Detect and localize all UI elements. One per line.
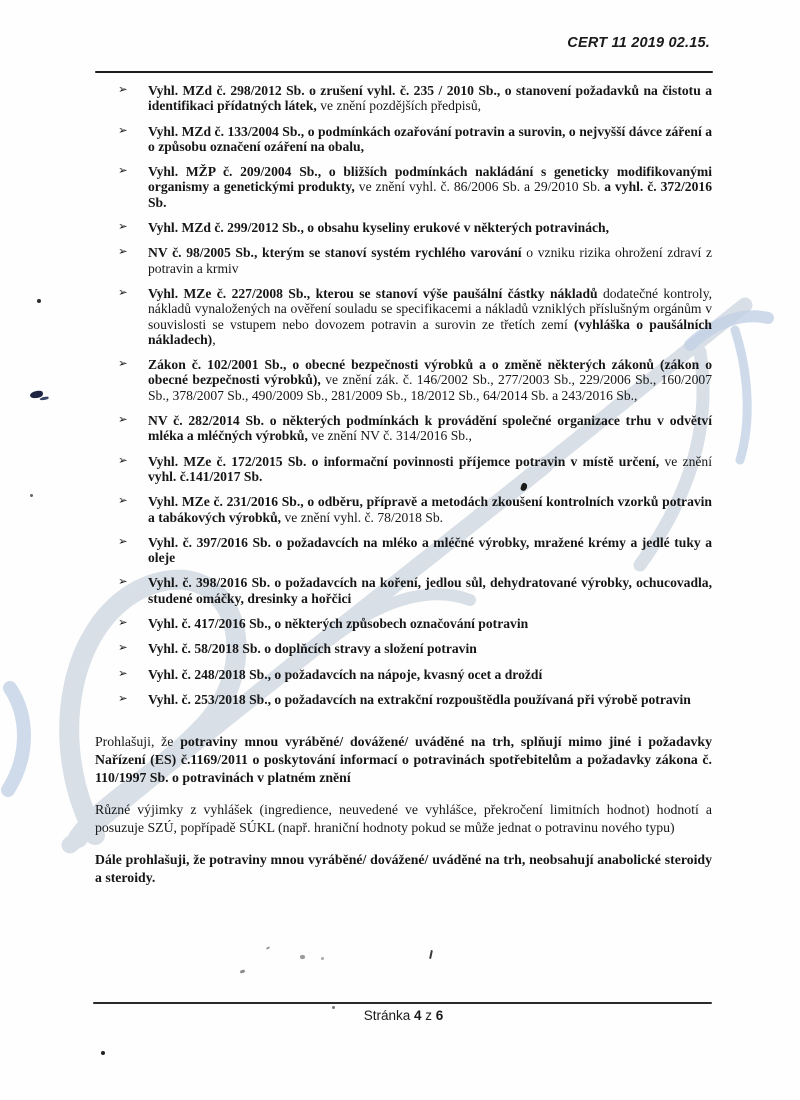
text-segment: Vyhl. č. 417/2016 Sb., o některých způsobech označování potravin [148,616,529,632]
regulation-text [148,164,712,210]
text-segment: , [212,331,216,347]
regulation-list-item [95,616,712,631]
arrowhead-bullet-icon: ➢ [118,165,128,178]
arrowhead-bullet-icon: ➢ [118,358,128,371]
regulation-list-item [95,164,712,210]
regulation-list-item [95,286,712,347]
regulation-list-item [95,641,712,656]
text-segment: ve znění vyhl. č. 78/2018 Sb. [284,509,444,525]
text-segment: 6 [435,1008,444,1023]
arrowhead-bullet-icon: ➢ [118,667,128,680]
regulation-text [148,357,712,403]
text-segment: Vyhl. č. 248/2018 Sb., o požadavcích na nápoje, kvasný ocet a droždí [148,666,543,682]
declaration-paragraph-2 [95,851,712,887]
regulation-list-item [95,413,712,444]
arrowhead-bullet-icon: ➢ [118,692,128,705]
text-segment: Vyhl. č. 397/2016 Sb. o požadavcích na mléko a mléčné výrobky, mražené krémy a jedlé tuky a oleje [148,534,712,566]
regulation-list-item [95,245,712,276]
regulation-text [148,454,712,485]
regulation-text [148,641,712,656]
text-segment: ve znění vyhl. č. 86/2006 Sb. a 29/2010 Sb. [358,179,605,195]
scan-speck [101,1051,105,1055]
arrowhead-bullet-icon: ➢ [118,454,128,467]
regulation-text [148,575,712,606]
regulation-list-item [95,83,712,114]
regulation-list-item [95,124,712,155]
regulation-list-item [95,692,712,707]
text-segment: Vyhl. MZe č. 172/2015 Sb. o informační povinnosti příjemce potravin v místě určení, [148,453,665,469]
arrowhead-bullet-icon: ➢ [118,617,128,630]
document-body [95,83,712,901]
regulation-text [148,245,712,276]
arrowhead-bullet-icon: ➢ [118,286,128,299]
regulation-list-item [95,667,712,682]
text-segment: Vyhl. MZd č. 298/2012 Sb. o zrušení vyhl. č. 235 / 2010 Sb., o stanovení požadavků na čistotu a identifikaci přídatných látek, [148,83,712,114]
regulation-list [95,83,712,707]
text-segment: Vyhl. č. 58/2018 Sb. o doplňcích stravy a složení potravin [148,641,477,657]
regulation-text [148,220,712,235]
text-segment: ve znění zák. č. 146/2002 Sb., 277/2003 Sb., 229/2006 Sb., 160/2007 Sb., 378/2007 Sb., 490/2009 Sb., 281/2009 Sb., 18/2012 Sb., 64/2014 Sb. a 243/2016 Sb., [148,372,712,403]
regulation-list-item [95,454,712,485]
text-segment: Vyhl. MZe č. 231/2016 Sb., o odběru, přípravě a metodách zkoušení kontrolních vzorků potravin a tabákových výrobků, [148,494,712,525]
text-segment: (vyhláška o paušálních nákladech) [148,316,712,347]
header-divider-line [95,71,713,73]
text-segment: NV č. 98/2005 Sb., kterým se stanoví systém rychlého varování [148,245,527,261]
text-segment: ve znění [664,453,712,469]
text-segment: Vyhl. č. 398/2016 Sb. o požadavcích na koření, jedlou sůl, dehydratované výrobky, ochucovadla, studené omáčky, dresinky a hořčici [148,575,712,606]
regulation-text [148,413,712,444]
text-segment: Vyhl. MZd č. 299/2012 Sb., o obsahu kyseliny erukové v některých potravinách, [148,220,609,236]
regulation-text [148,494,712,525]
regulation-text [148,535,712,566]
text-segment: potraviny mnou vyráběné/ dovážené/ uváděné na trh, splňují mimo jiné i požadavky Nařízení (ES) č.1169/2011 o poskytování informací o potravinách spotřebitelům a požadavky zákona č. 110/1997 Sb. o potravinách v platném znění [95,734,712,786]
arrowhead-bullet-icon: ➢ [118,576,128,589]
regulation-list-item [95,575,712,606]
arrowhead-bullet-icon: ➢ [118,642,128,655]
text-segment: o vzniku rizika ohrožení zdraví z potravin a krmiv [148,245,712,276]
regulation-text [148,692,712,707]
text-segment: NV č. 282/2014 Sb. o některých podmínkách k provádění společné organizace trhu v odvětví mléka a mléčných výrobků, [148,413,712,444]
text-segment: ve znění pozdějších předpisů, [320,98,482,114]
text-segment: Vyhl. č. 253/2018 Sb., o požadavcích na extrakční rozpouštědla používaná při výrobě potravin [148,691,691,707]
declaration-paragraph-1 [95,733,712,787]
exceptions-paragraph [95,801,712,837]
scan-speck [30,494,33,497]
arrowhead-bullet-icon: ➢ [118,495,128,508]
scan-speck [332,1006,335,1009]
scan-speck [321,957,324,960]
text-segment: ve znění NV č. 314/2016 Sb., [311,428,472,444]
text-segment: Vyhl. MŽP č. 209/2004 Sb., o bližších podmínkách nakládání s geneticky modifikovanými organismy a genetickými produkty, [148,164,712,195]
regulation-list-item [95,494,712,525]
page-number [95,1008,712,1023]
scan-speck [37,299,41,303]
arrowhead-bullet-icon: ➢ [118,414,128,427]
text-segment: Různé výjimky z vyhlášek (ingredience, neuvedené ve vyhlášce, překročení limitních hodnot) hodnotí a posuzuje SZÚ, popřípadě SÚKL (např. hraniční hodnoty pokud se může jednat o potravinu nového typu) [95,802,712,836]
regulation-text [148,667,712,682]
document-reference-code: CERT 11 2019 02.15. [567,35,710,51]
text-segment: Zákon č. 102/2001 Sb., o obecné bezpečnosti výrobků a o změně některých zákonů (zákon o obecné bezpečnosti výrobků), [148,357,712,388]
arrowhead-bullet-icon: ➢ [118,246,128,259]
text-segment: 4 [413,1008,422,1023]
arrowhead-bullet-icon: ➢ [118,221,128,234]
text-segment: z [421,1008,436,1023]
regulation-text [148,124,712,155]
regulation-list-item [95,535,712,566]
regulation-list-item [95,220,712,235]
arrowhead-bullet-icon: ➢ [118,535,128,548]
regulation-list-item [95,357,712,403]
text-segment: vyhl. č.141/2017 Sb. [148,468,263,484]
scan-speck [300,955,305,959]
regulation-text [148,286,712,347]
text-segment: Vyhl. MZd č. 133/2004 Sb., o podmínkách ozařování potravin a surovin, o nejvyšší dávce záření a o způsobu označení ozáření na obalu, [148,123,712,154]
text-segment: Stránka [363,1008,414,1023]
footer-divider-line [93,1002,712,1004]
text-segment: Prohlašuji, že [95,734,181,750]
regulation-text [148,616,712,631]
arrowhead-bullet-icon: ➢ [118,124,128,137]
regulation-text [148,83,712,114]
text-segment: a vyhl. č. 372/2016 Sb. [148,179,712,210]
text-segment: Vyhl. MZe č. 227/2008 Sb., kterou se stanoví výše paušální částky nákladů [148,285,603,301]
arrowhead-bullet-icon: ➢ [118,84,128,96]
text-segment: dodatečné kontroly, nákladů vynaložených na ověření souladu se specifikacemi a nákladů vzniklých příslušným orgánům v souvislosti se vstupem nebo dovozem potravin a surovin ze třetích zemí [148,285,713,332]
declaration-paragraphs [95,733,712,887]
text-segment: Dále prohlašuji, že potraviny mnou vyráběné/ dovážené/ uváděné na trh, neobsahují anabolické steroidy a steroidy. [95,852,712,886]
